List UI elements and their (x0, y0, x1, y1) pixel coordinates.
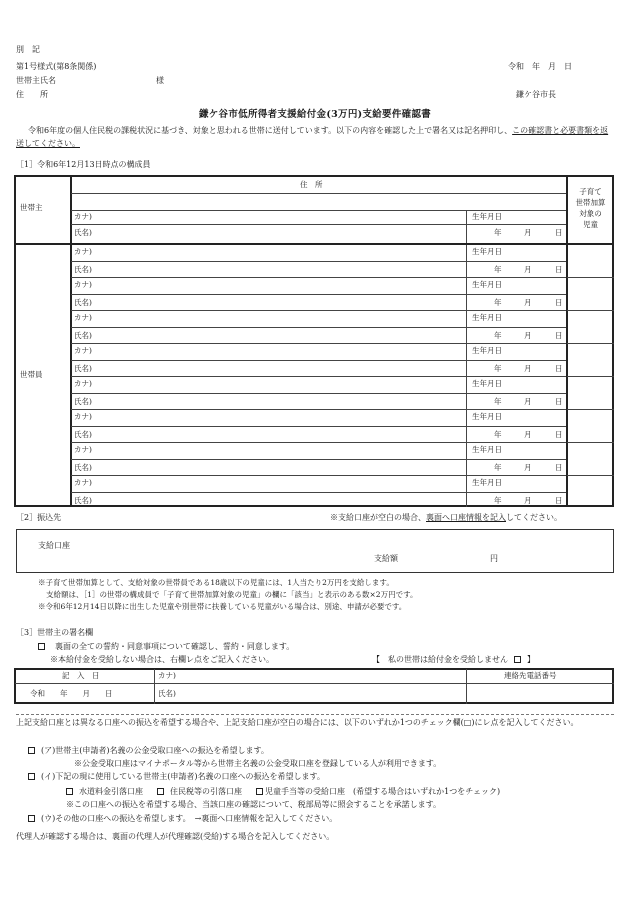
member-name-label: 氏名) (74, 429, 92, 439)
member-birth-label: 生年月日 (472, 412, 502, 421)
member-kana-label: カナ) (74, 346, 92, 355)
sign-date-value[interactable]: 令和 年 月 日 (30, 689, 113, 698)
member-name-label: 氏名) (74, 297, 92, 307)
member-name-label: 氏名) (74, 330, 92, 340)
option-u-checkbox[interactable] (28, 815, 35, 822)
date-header: 記 入 日 (62, 671, 100, 680)
contact-header: 連絡先電話番号 (504, 671, 557, 680)
member-birth-label: 生年月日 (472, 346, 502, 355)
account-note: ※支給口座が空白の場合、裏面へ口座情報を記入してください。 (330, 513, 562, 522)
sign-kana-label: カナ) (158, 671, 176, 680)
account-box[interactable] (16, 529, 614, 573)
option-i-note: ※この口座への振込を希望する場合、当該口座の確認について、税部局等に照会することを承諾します。 (66, 800, 442, 809)
member-birth-label: 生年月日 (472, 478, 502, 487)
member-name-label: 氏名) (74, 396, 92, 406)
member-birth-label: 生年月日 (472, 445, 502, 454)
member-year-label: 年 (494, 264, 502, 274)
decline-checkbox[interactable] (514, 656, 521, 663)
member-year-label: 年 (494, 297, 502, 307)
note-1: ※子育て世帯加算として、支給対象の世帯員である18歳以下の児童には、1人当たり2万円を支給します。 (38, 578, 394, 587)
member-month-label: 月 (524, 396, 532, 406)
mayor-label: 鎌ケ谷市長 (516, 90, 556, 99)
member-month-label: 月 (524, 462, 532, 472)
member-day-label: 日 (555, 297, 563, 307)
member-month-label: 月 (524, 264, 532, 274)
member-month-label: 月 (524, 429, 532, 439)
member-name-label: 氏名) (74, 495, 92, 505)
member-name-label: 氏名) (74, 363, 92, 373)
name-label: 氏名) (74, 228, 92, 237)
option-u-row: (ウ)その他の口座への振込を希望します。 →裏面へ口座情報を記入してください。 (26, 814, 337, 824)
member-name-label: 氏名) (74, 264, 92, 274)
form-number: 第1号様式(第8条関係) (16, 62, 97, 71)
year-label: 年 (494, 228, 502, 237)
member-kana-label: カナ) (74, 379, 92, 388)
member-day-label: 日 (555, 264, 563, 274)
sama-label: 様 (156, 76, 164, 85)
members-label: 世帯員 (20, 370, 43, 379)
bottom-intro: 上記支給口座とは異なる口座への振込を希望する場合や、上記支給口座が空白の場合には、以下のいずれか1つのチェック欄(□)にレ点を記入してください。 (16, 718, 579, 727)
householder-name-label: 世帯主氏名 (16, 76, 56, 85)
document-title: 鎌ケ谷市低所得者支援給付金(3万円)支給要件確認書 (198, 109, 432, 120)
option-a-checkbox[interactable] (28, 747, 35, 754)
member-year-label: 年 (494, 462, 502, 472)
member-day-label: 日 (555, 495, 563, 505)
address-header: 住 所 (300, 180, 323, 189)
option-a-note: ※公金受取口座はマイナポータル等から世帯主名義の公金受取口座を登録している人が利用できます。 (74, 759, 442, 768)
member-kana-label: カナ) (74, 280, 92, 289)
section2-heading: ［2］振込先 (16, 513, 62, 522)
decline-box: 【 私の世帯は給付金を受給しません 】 (372, 655, 535, 664)
month-label: 月 (524, 228, 532, 237)
sign-name-label: 氏名) (158, 689, 176, 698)
note-2: 支給額は、［1］の世帯の構成員で「子育て世帯加算対象の児童」の欄に「該当」と表示のある数×2万円です。 (46, 590, 418, 599)
agent-note: 代理人が確認する場合は、裏面の代理人が代理確認(受給)する場合を記入してください。 (16, 832, 335, 841)
day-label: 日 (555, 228, 563, 237)
appendix-label: 別 記 (16, 45, 40, 54)
agree-checkbox[interactable] (38, 643, 45, 650)
member-birth-label: 生年月日 (472, 280, 502, 289)
tax-checkbox[interactable] (157, 788, 164, 795)
address-label: 住 所 (16, 90, 48, 99)
member-birth-label: 生年月日 (472, 247, 502, 256)
member-kana-label: カナ) (74, 445, 92, 454)
member-day-label: 日 (555, 429, 563, 439)
intro-text-b: この確認書と必要書類を返送してください。 (16, 126, 609, 148)
option-i-checkbox[interactable] (28, 773, 35, 780)
member-year-label: 年 (494, 429, 502, 439)
option-i-row: (イ)下記の現に使用している世帯主(申請者)名義の口座への振込を希望します。 (26, 772, 325, 782)
member-kana-label: カナ) (74, 313, 92, 322)
member-kana-label: カナ) (74, 478, 92, 487)
householder-label: 世帯主 (20, 203, 43, 212)
option-i-choices: 水道料金引落口座 住民税等の引落口座 児童手当等の受給口座 (希望する場合はいずれか1つをチェック) (64, 787, 500, 797)
option-a-row: (ア)世帯主(申請者)名義の公金受取口座への振込を希望します。 (26, 746, 269, 756)
intro-text-a: 令和6年度の個人住民税の課税状況に基づき、対象と思われる世帯に送付しています。以下の内容を確認した上で署名又は記名押印し、 (28, 126, 513, 135)
section3-heading: ［3］世帯主の署名欄 (16, 628, 94, 637)
member-birth-label: 生年月日 (472, 379, 502, 388)
child-column-header: 子育て 世帯加算 対象の 児童 (575, 187, 606, 229)
member-year-label: 年 (494, 363, 502, 373)
decline-note: ※本給付金を受給しない場合は、右欄レ点をご記入ください。 (50, 655, 274, 664)
member-year-label: 年 (494, 330, 502, 340)
member-month-label: 月 (524, 330, 532, 340)
section1-heading: ［1］令和6年12月13日時点の構成員 (16, 160, 151, 169)
member-year-label: 年 (494, 396, 502, 406)
water-checkbox[interactable] (66, 788, 73, 795)
note-3: ※令和6年12月14日以降に出生した児童や別世帯に扶養している児童がいる場合は、別途、申請が必要です。 (38, 602, 407, 611)
kana-label: カナ) (74, 212, 92, 221)
member-year-label: 年 (494, 495, 502, 505)
member-kana-label: カナ) (74, 247, 92, 256)
child-allowance-checkbox[interactable] (256, 788, 263, 795)
member-day-label: 日 (555, 363, 563, 373)
member-month-label: 月 (524, 297, 532, 307)
date-line: 令和 年 月 日 (508, 62, 572, 71)
birth-header: 生年月日 (472, 212, 502, 221)
account-label: 支給口座 (38, 541, 70, 550)
member-month-label: 月 (524, 363, 532, 373)
intro-paragraph (16, 124, 616, 150)
member-day-label: 日 (555, 330, 563, 340)
member-birth-label: 生年月日 (472, 313, 502, 322)
yen-label: 円 (490, 554, 498, 563)
member-month-label: 月 (524, 495, 532, 505)
member-day-label: 日 (555, 462, 563, 472)
member-name-label: 氏名) (74, 462, 92, 472)
agree-row: 裏面の全ての誓約・同意事項について確認し、誓約・同意します。 (36, 642, 294, 652)
member-kana-label: カナ) (74, 412, 92, 421)
member-day-label: 日 (555, 396, 563, 406)
amount-label: 支給額 (374, 554, 398, 563)
